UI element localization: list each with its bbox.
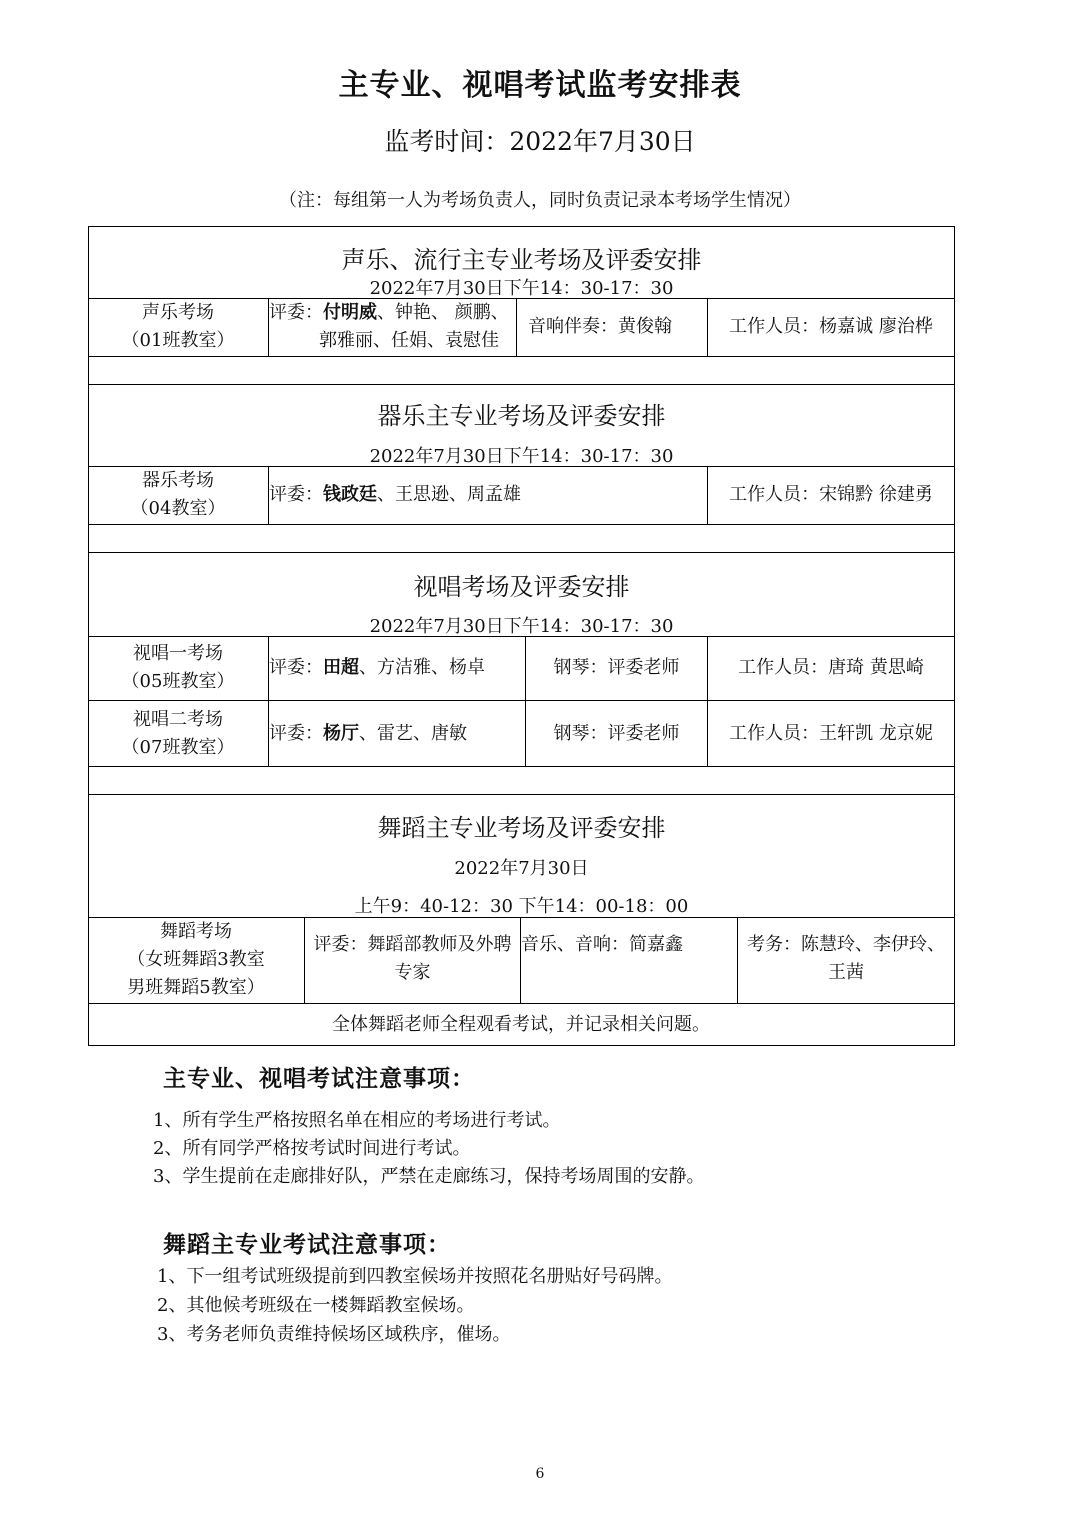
vocal-judges-line2: 郭雅丽、任娟、袁慰佳 (319, 330, 499, 351)
table-border-top (88, 226, 955, 227)
instrument-judges-rest: 、王思逊、周孟雄 (377, 484, 521, 505)
sight-room-1-name: 视唱一考场 (133, 643, 223, 664)
judges-prefix: 评委： (269, 722, 323, 744)
sight-room-1-location: （05班教室） (121, 671, 235, 692)
instrument-judge-lead: 钱政廷 (323, 484, 377, 505)
sight-piano-2: 钢琴：评委老师 (553, 722, 680, 744)
judges-prefix: 评委： (269, 302, 323, 323)
sight-room-2-name: 视唱二考场 (133, 708, 223, 730)
sight-piano-1: 钢琴：评委老师 (553, 657, 680, 678)
dance-room-male: 男班舞蹈5教室） (127, 977, 265, 998)
judges-prefix: 评委： (269, 657, 323, 678)
dance-room-female: （女班舞蹈3教室 (127, 949, 265, 970)
vocal-room-location: （01班教室） (121, 330, 235, 351)
sight-judges-1-rest: 、方洁雅、杨卓 (359, 657, 485, 678)
dance-section-title: 舞蹈主专业考场及评委安排 (377, 814, 666, 842)
sight-section-time: 2022年7月30日下午14：30-17：30 (369, 616, 674, 637)
page-number: 6 (535, 1466, 545, 1482)
row-divider (88, 356, 955, 357)
vocal-staff: 工作人员：杨嘉诚 廖治桦 (729, 316, 933, 337)
main-notice-heading: 主专业、视唱考试注意事项： (163, 1065, 475, 1092)
dance-notice-item: 3、考务老师负责维持候场区域秩序，催场。 (157, 1324, 511, 1345)
exam-date-subtitle: 监考时间：2022年7月30日 (384, 127, 696, 156)
judges-prefix: 评委： (269, 484, 323, 505)
main-notice-item: 1、所有学生严格按照名单在相应的考场进行考试。 (153, 1110, 561, 1131)
dance-judges-line2: 专家 (394, 962, 431, 983)
sight-section-title: 视唱考场及评委安排 (413, 573, 630, 601)
instrument-room-name: 器乐考场 (142, 470, 214, 491)
page-title: 主专业、视唱考试监考安排表 (338, 68, 742, 103)
instrument-section-title: 器乐主专业考场及评委安排 (377, 402, 666, 430)
vocal-section-title: 声乐、流行主专业考场及评委安排 (341, 246, 702, 274)
vocal-section-time: 2022年7月30日下午14：30-17：30 (369, 278, 674, 299)
sight-staff-2: 工作人员：王轩凯 龙京妮 (729, 722, 933, 744)
sight-room-2 (88, 701, 268, 766)
dance-exam-line2: 王茜 (828, 962, 864, 983)
dance-section-time: 上午9：40-12：30 下午14：00-18：00 (354, 896, 689, 917)
dance-room-name: 舞蹈考场 (160, 921, 232, 942)
dance-music: 音乐、音响：简嘉鑫 (521, 934, 683, 955)
row-divider (88, 552, 955, 553)
main-notice-item: 2、所有同学严格按考试时间进行考试。 (153, 1138, 471, 1159)
sight-judges-2-rest: 、雷艺、唐敏 (359, 722, 467, 744)
col-divider (516, 298, 517, 356)
row-divider (88, 766, 955, 767)
dance-exam-staff (738, 917, 954, 1003)
row-divider (88, 384, 955, 385)
instrument-staff: 工作人员：宋锦黔 徐建勇 (729, 484, 933, 505)
instrument-room (88, 466, 268, 524)
row-divider (88, 524, 955, 525)
sight-judges-2 (269, 701, 525, 766)
sight-judge-1-lead: 田超 (323, 657, 359, 678)
dance-notice-heading: 舞蹈主专业考试注意事项： (163, 1231, 451, 1258)
vocal-judges (269, 298, 516, 356)
dance-exam-line1: 考务：陈慧玲、李伊玲、 (747, 934, 945, 955)
dance-judges (305, 917, 520, 1003)
sight-judge-2-lead: 杨厅 (323, 722, 359, 744)
dance-notice-item: 1、下一组考试班级提前到四教室候场并按照花名册贴好号码牌。 (157, 1266, 673, 1287)
dance-footer-note: 全体舞蹈老师全程观看考试，并记录相关问题。 (332, 1013, 710, 1035)
row-divider (88, 794, 955, 795)
dance-notice-item: 2、其他候考班级在一楼舞蹈教室候场。 (157, 1295, 475, 1316)
main-notice-item: 3、学生提前在走廊排好队，严禁在走廊练习，保持考场周围的安静。 (153, 1166, 705, 1187)
table-border-bottom (88, 1045, 955, 1046)
instrument-section-time: 2022年7月30日下午14：30-17：30 (369, 446, 674, 467)
vocal-judge-lead: 付明威 (323, 302, 377, 323)
sight-judges-1 (269, 636, 525, 700)
dance-section-date: 2022年7月30日 (454, 858, 589, 879)
sight-room-1 (88, 636, 268, 700)
responsibility-note: （注：每组第一人为考场负责人，同时负责记录本考场学生情况） (279, 190, 801, 211)
instrument-room-location: （04教室） (130, 498, 226, 519)
dance-room (88, 917, 304, 1003)
sight-staff-1: 工作人员：唐琦 黄思崎 (738, 657, 924, 678)
vocal-judges-rest: 、钟艳、 颜鹏、 (377, 302, 509, 323)
vocal-room (88, 298, 268, 356)
vocal-room-name: 声乐考场 (142, 302, 214, 323)
sight-room-2-location: （07班教室） (121, 736, 235, 758)
instrument-judges (269, 466, 707, 524)
schedule-table (88, 226, 955, 1046)
dance-judges-line1: 评委：舞蹈部教师及外聘 (313, 934, 512, 955)
vocal-accompany: 音响伴奏：黄俊翰 (528, 316, 672, 337)
